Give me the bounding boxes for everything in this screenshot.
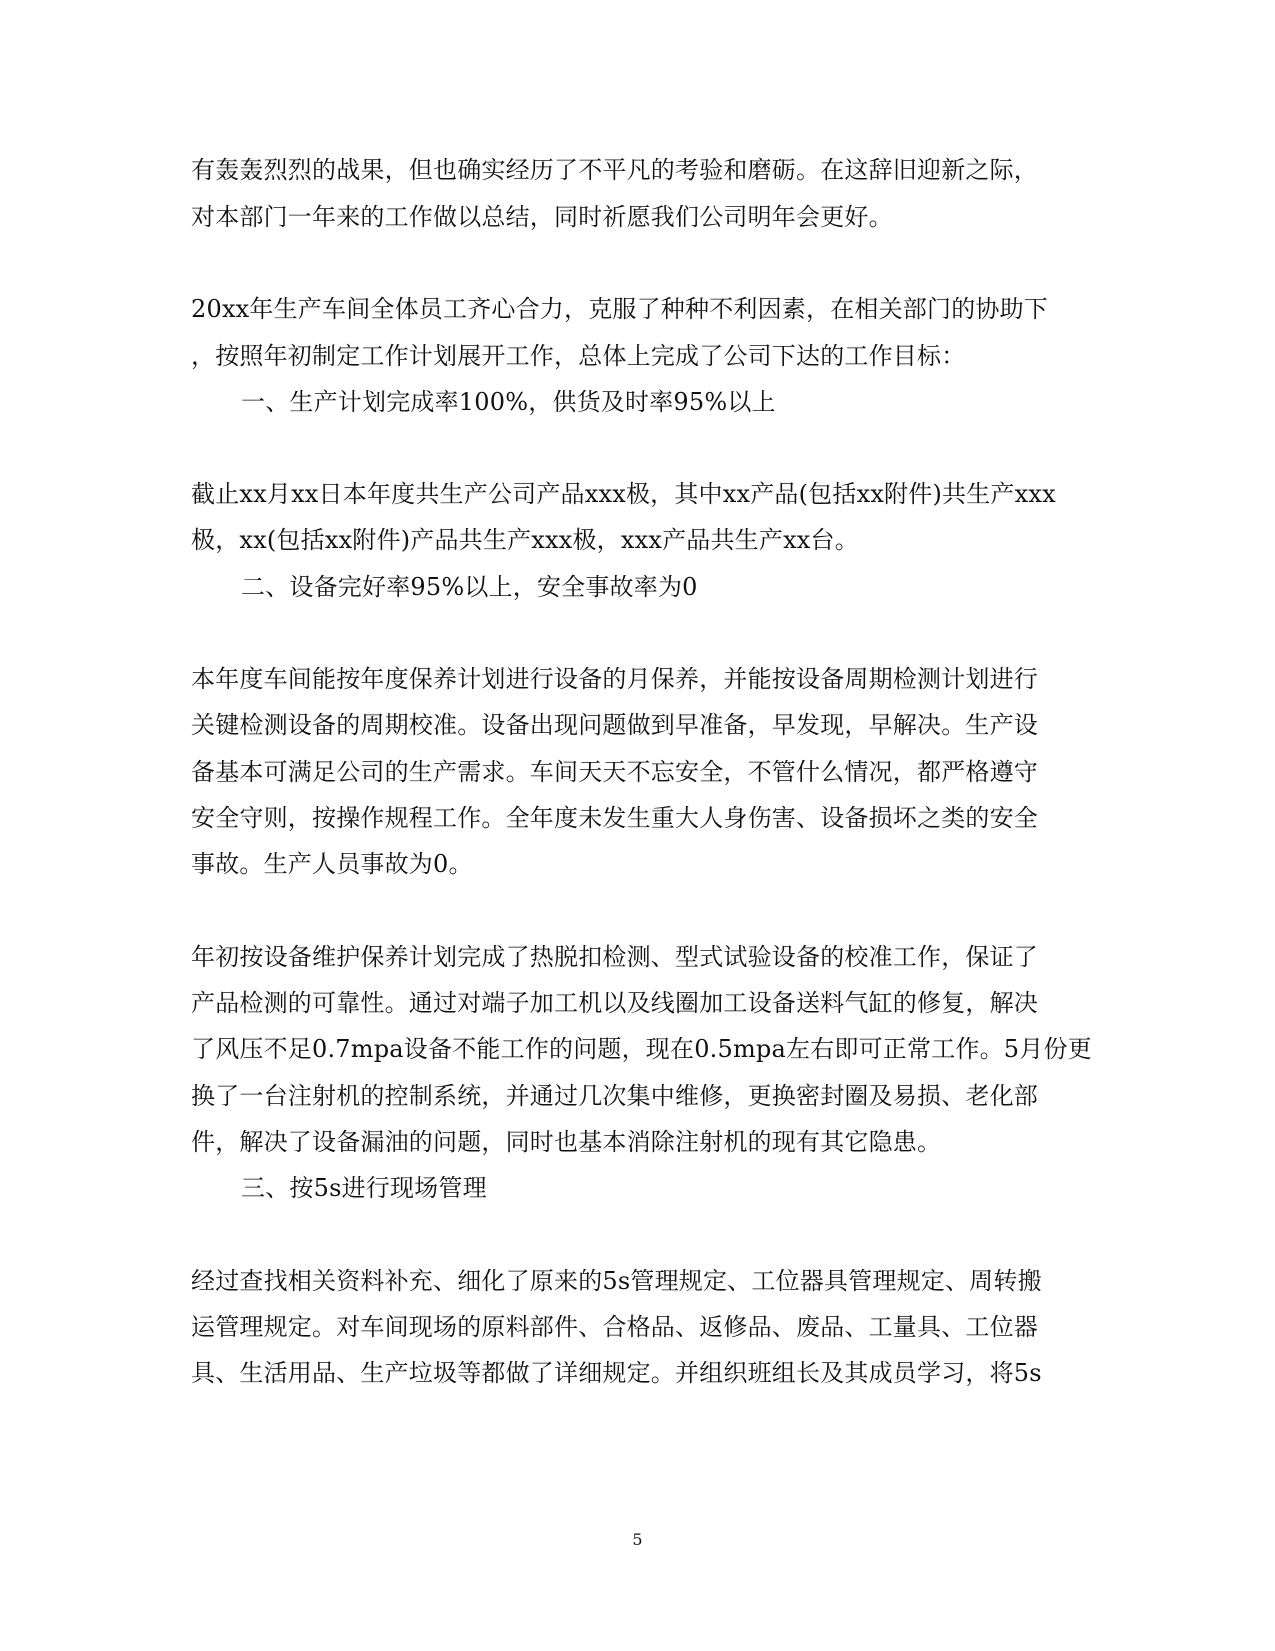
paragraph-line: 经过查找相关资料补充、细化了原来的5s管理规定、工位器具管理规定、周转搬 xyxy=(191,1267,1042,1295)
section-heading: 二、设备完好率95%以上，安全事故率为0 xyxy=(241,573,698,601)
paragraph-line: 备基本可满足公司的生产需求。车间天天不忘安全，不管什么情况，都严格遵守 xyxy=(191,758,1038,786)
paragraph-line: 有轰轰烈烈的战果，但也确实经历了不平凡的考验和磨砺。在这辞旧迎新之际， xyxy=(191,156,1038,184)
paragraph-line: 对本部门一年来的工作做以总结，同时祈愿我们公司明年会更好。 xyxy=(191,203,893,231)
paragraph-line: 事故。生产人员事故为0。 xyxy=(191,850,473,878)
paragraph-line: 本年度车间能按年度保养计划进行设备的月保养，并能按设备周期检测计划进行 xyxy=(191,665,1038,693)
paragraph-line: 安全守则，按操作规程工作。全年度未发生重大人身伤害、设备损坏之类的安全 xyxy=(191,804,1038,832)
paragraph-line: 关键检测设备的周期校准。设备出现问题做到早准备，早发现，早解决。生产设 xyxy=(191,711,1038,739)
paragraph-line: 了风压不足0.7mpa设备不能工作的问题，现在0.5mpa左右即可正常工作。5月份更 xyxy=(191,1035,1092,1063)
paragraph-line: 具、生活用品、生产垃圾等都做了详细规定。并组织班组长及其成员学习，将5s xyxy=(191,1359,1042,1387)
paragraph-line: 运管理规定。对车间现场的原料部件、合格品、返修品、废品、工量具、工位器 xyxy=(191,1313,1038,1341)
paragraph-line: 件，解决了设备漏油的问题，同时也基本消除注射机的现有其它隐患。 xyxy=(191,1128,942,1156)
paragraph-line: 截止xx月xx日本年度共生产公司产品xxx极，其中xx产品(包括xx附件)共生产xxx xyxy=(191,480,1056,508)
paragraph-line: 换了一台注射机的控制系统，并通过几次集中维修，更换密封圈及易损、老化部 xyxy=(191,1082,1038,1110)
section-heading: 三、按5s进行现场管理 xyxy=(241,1174,487,1202)
paragraph-line: ，按照年初制定工作计划展开工作，总体上完成了公司下达的工作目标： xyxy=(191,342,966,370)
paragraph-line: 产品检测的可靠性。通过对端子加工机以及线圈加工设备送料气缸的修复，解决 xyxy=(191,989,1038,1017)
paragraph-line: 年初按设备维护保养计划完成了热脱扣检测、型式试验设备的校准工作，保证了 xyxy=(191,943,1038,971)
section-heading: 一、生产计划完成率100%，供货及时率95%以上 xyxy=(241,388,776,416)
page-number: 5 xyxy=(632,1530,643,1549)
paragraph-line: 20xx年生产车间全体员工齐心合力，克服了种种不利因素，在相关部门的协助下 xyxy=(191,295,1049,323)
paragraph-line: 极，xx(包括xx附件)产品共生产xxx极，xxx产品共生产xx台。 xyxy=(191,526,859,554)
